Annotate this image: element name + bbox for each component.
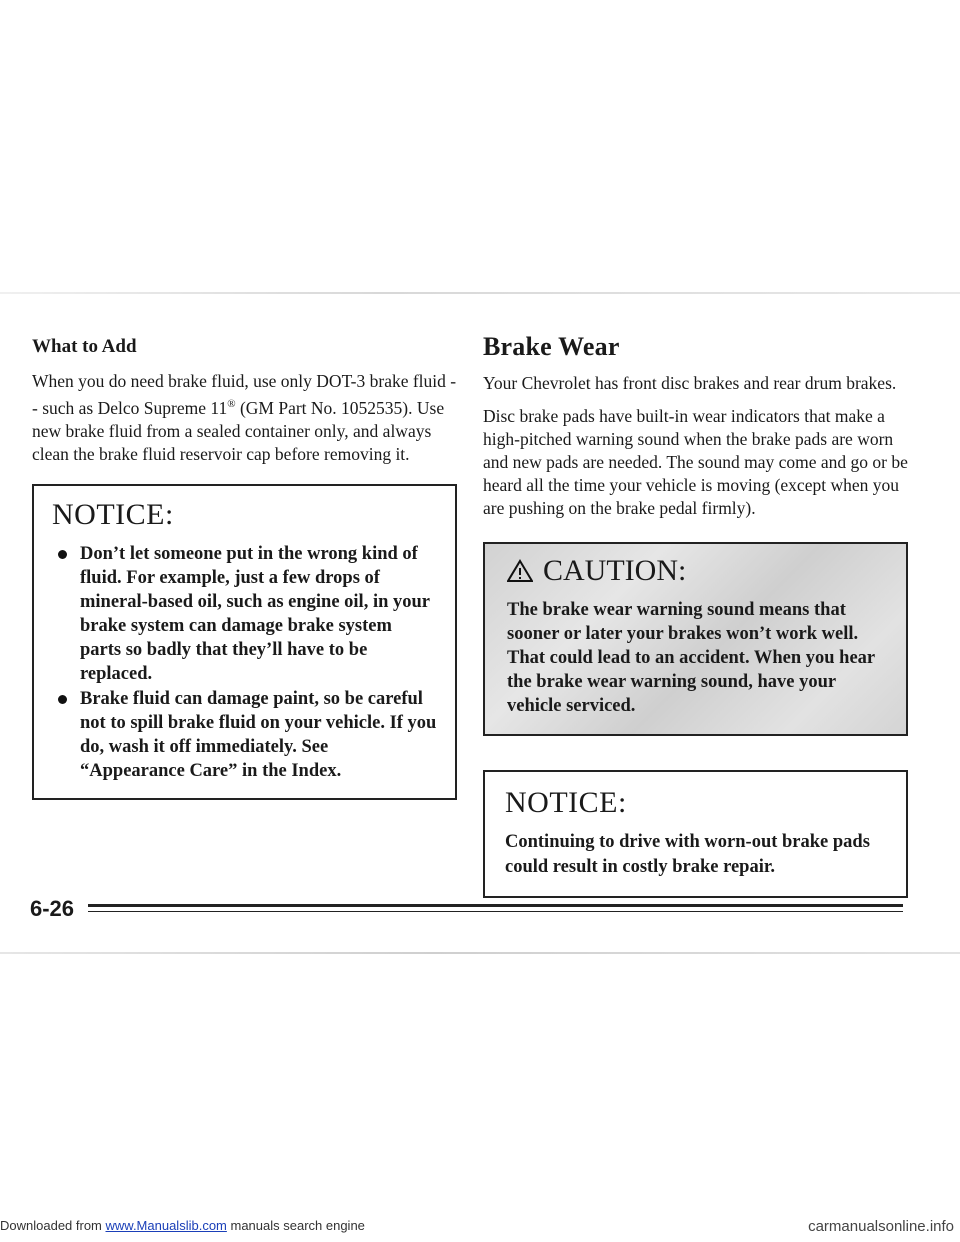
watermark-suffix: manuals search engine <box>226 1218 365 1233</box>
bullet-dot-icon <box>58 550 67 559</box>
footer-rule-thin <box>88 911 903 912</box>
notice-text: Continuing to drive with worn-out brake pads could result in costly brake repair. <box>505 832 870 877</box>
notice-title: NOTICE: <box>52 497 174 531</box>
registered-mark: ® <box>227 398 236 410</box>
notice-bullet-item <box>52 542 437 686</box>
bullet-dot-icon <box>58 695 67 704</box>
footer-rule-thick <box>88 904 903 907</box>
caution-box <box>483 542 908 736</box>
notice-title: NOTICE: <box>505 786 627 819</box>
what-to-add-subheading: What to Add <box>32 336 137 357</box>
manualslib-link[interactable]: www.Manualslib.com <box>105 1218 227 1233</box>
notice-bullet-list <box>52 542 437 783</box>
page-bottom-rule <box>0 952 960 954</box>
notice-box-fluid <box>32 484 457 800</box>
brake-wear-paragraph-1: Your Chevrolet has front disc brakes and rear drum brakes. <box>483 373 897 393</box>
caution-text: The brake wear warning sound means that sooner or later your brakes won’t work well. That could lead to an accident. When you hear the brake wear warning sound, have your vehicle serviced. <box>507 600 875 716</box>
page-top-rule <box>0 292 960 294</box>
right-column <box>483 332 908 898</box>
brake-wear-paragraph-2: Disc brake pads have built-in wear indicators that make a high-pitched warning sound when the brake pads are worn and new pads are needed. The sound may come and go or be heard all the time your vehicle is moving (except when you are pushing on the brake pedal firmly). <box>483 406 908 518</box>
site-watermark: carmanualsonline.info <box>808 1218 954 1235</box>
notice-box-pads <box>483 770 908 898</box>
what-to-add-paragraph <box>32 370 457 466</box>
page-number: 6-26 <box>30 896 75 921</box>
caution-title: CAUTION: <box>543 554 687 587</box>
notice-bullet-text: Brake fluid can damage paint, so be careful not to spill brake fluid on your vehicle. If you do, wash it off immediately. See “Appearance Care” in the Index. <box>80 688 437 781</box>
brake-wear-heading: Brake Wear <box>483 332 620 361</box>
notice-bullet-item <box>52 687 437 783</box>
caution-header <box>507 554 884 588</box>
watermark-prefix: Downloaded from <box>0 1218 106 1233</box>
paragraph-part-1: When you do need brake fluid, use only DOT-3 brake fluid -- such as Delco Supreme 11 <box>32 371 457 418</box>
download-watermark <box>0 1218 365 1233</box>
warning-triangle-icon <box>507 559 533 583</box>
notice-bullet-text: Don’t let someone put in the wrong kind of fluid. For example, just a few drops of mineral-based oil, such as engine oil, in your brake system can damage brake system parts so badly that they’ll have to be replaced. <box>80 543 430 684</box>
left-column <box>32 336 457 800</box>
paragraph-part-2: (GM Part No. 1052535). Use new brake fluid from a sealed container only, and always clean the brake fluid reservoir cap before removing it. <box>32 397 445 464</box>
